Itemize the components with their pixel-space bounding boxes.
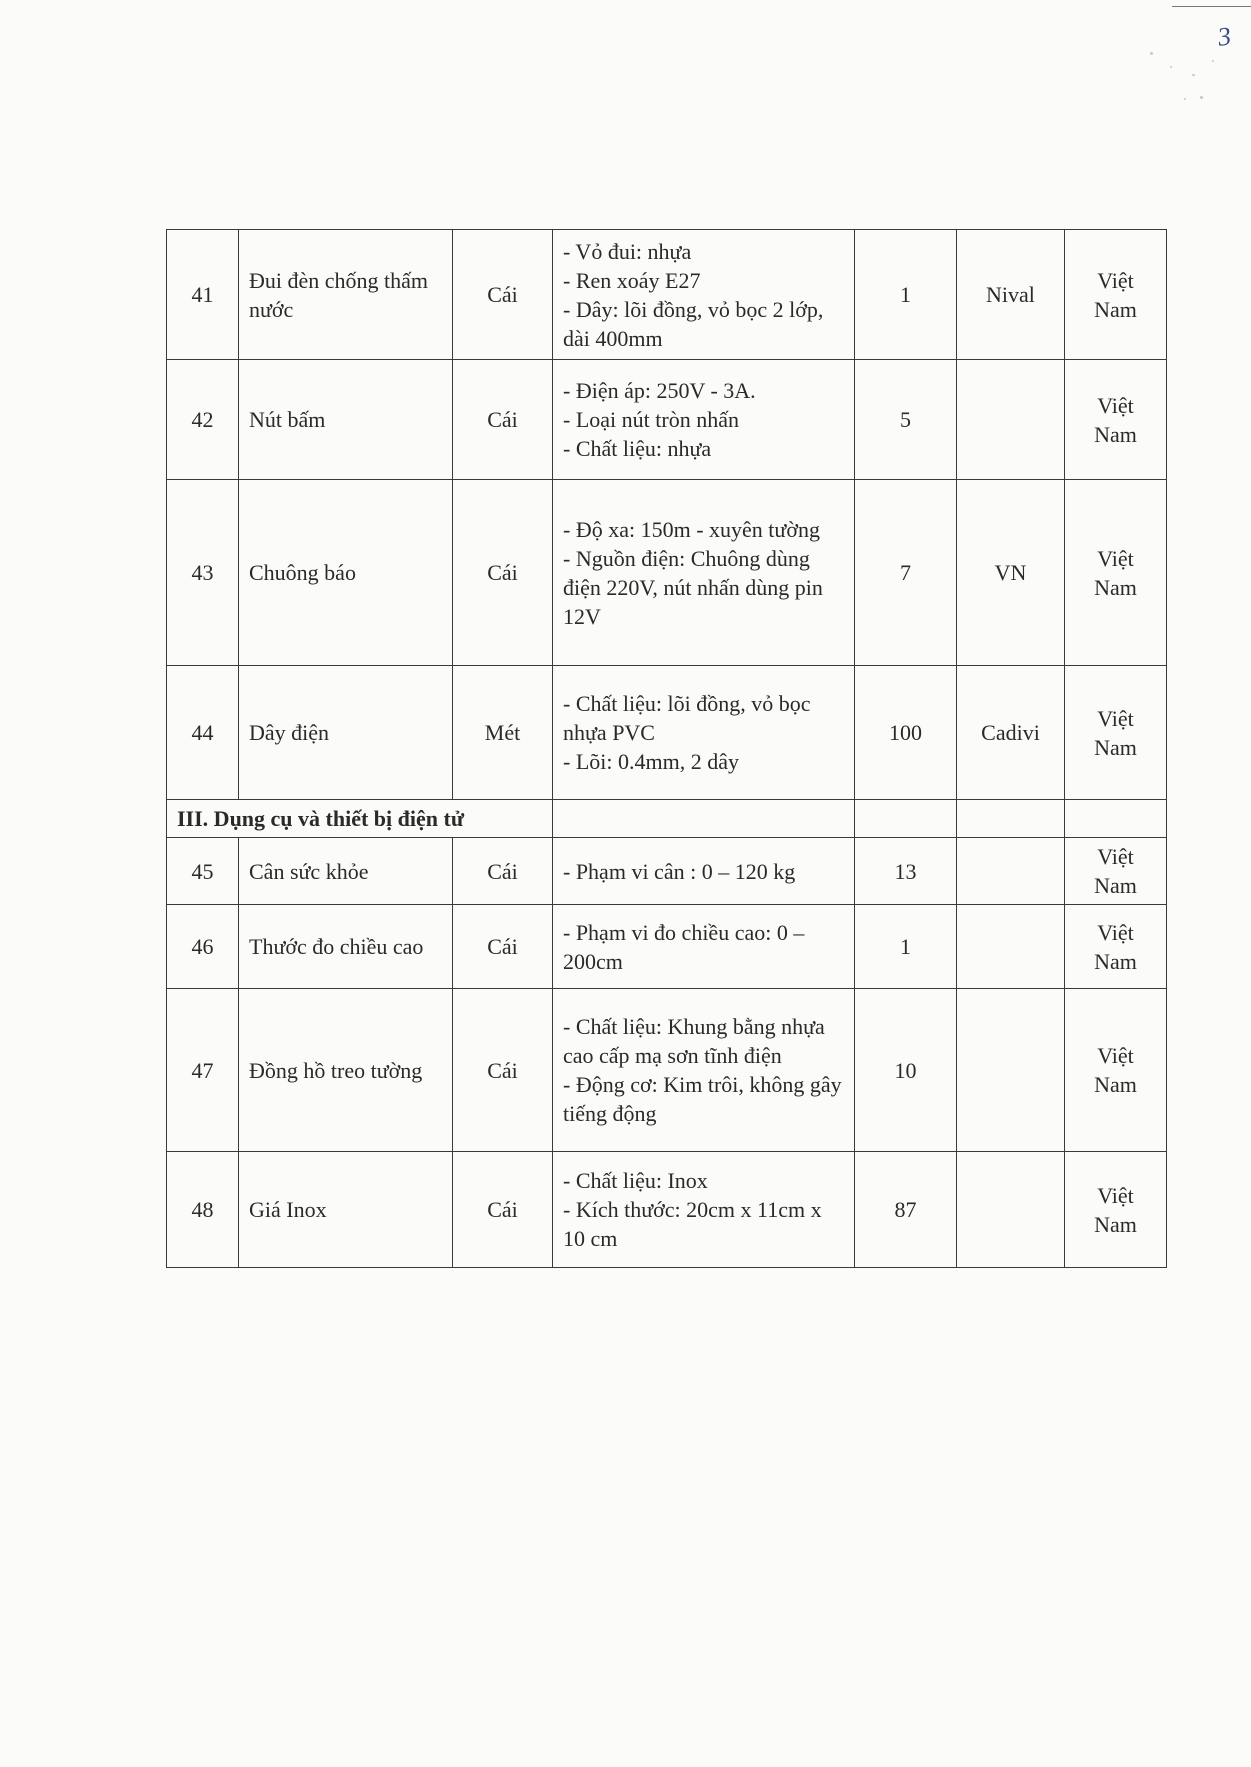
scan-speck [1200,96,1203,99]
item-brand-cell [957,1152,1065,1268]
table-row [167,360,1167,480]
item-quantity-cell [855,666,957,800]
item-name: Chuông báo [249,560,356,585]
item-name-cell [239,666,453,800]
scan-speck [1192,74,1195,76]
item-number: 42 [191,407,214,432]
item-origin-cell [1065,666,1167,800]
item-unit: Cái [487,934,518,959]
item-quantity: 5 [900,407,911,432]
item-origin-cell [1065,1152,1167,1268]
equipment-table [166,229,1167,1268]
item-name-cell [239,1152,453,1268]
item-number-cell [167,905,239,989]
item-number: 43 [191,560,214,585]
spec-line: - Phạm vi cân : 0 – 120 kg [563,858,796,884]
item-origin: Việt Nam [1094,919,1137,974]
section-row [167,800,1167,838]
item-origin-cell [1065,905,1167,989]
item-name-cell [239,480,453,666]
item-brand-cell [957,230,1065,360]
item-unit-cell [453,360,553,480]
item-name: Giá Inox [249,1197,327,1222]
item-unit-cell [453,480,553,666]
item-name: Nút bấm [249,407,326,432]
item-spec-cell [553,1152,855,1268]
item-quantity-cell [855,1152,957,1268]
item-spec-cell [553,905,855,989]
spec-line: - Vỏ đui: nhựa [563,238,692,264]
spec-line: - Loại nút tròn nhấn [563,407,739,432]
item-quantity-cell [855,838,957,905]
item-unit-cell [453,989,553,1152]
item-name-cell [239,989,453,1152]
item-unit: Cái [487,858,518,884]
item-number-cell [167,360,239,480]
item-brand-cell [957,905,1065,989]
item-name: Đồng hồ treo tường [249,1057,423,1083]
item-quantity-cell [855,905,957,989]
scan-speck [1184,98,1186,100]
item-brand-cell [957,480,1065,666]
item-brand-cell [957,838,1065,905]
item-brand: VN [994,560,1027,585]
item-quantity: 13 [894,858,917,884]
section-empty-cell [855,800,957,838]
item-unit: Cái [487,282,518,307]
item-spec-cell [553,480,855,666]
spec-line: - Chất liệu: lõi đồng, vỏ bọc nhựa PVC [563,691,811,745]
item-unit-cell [453,666,553,800]
table-row [167,905,1167,989]
item-origin-cell [1065,989,1167,1152]
item-name: Đui đèn chống thấm nước [249,267,429,322]
table-body-bottom [167,838,1167,1268]
item-number-cell [167,230,239,360]
table-body-top [167,230,1167,800]
item-quantity: 1 [900,934,911,959]
item-spec-cell [553,360,855,480]
item-origin-cell [1065,838,1167,905]
item-spec-cell [553,230,855,360]
item-spec-cell [553,666,855,800]
table-row [167,666,1167,800]
item-origin: Việt Nam [1094,392,1137,447]
item-number-cell [167,1152,239,1268]
spec-line: - Lõi: 0.4mm, 2 dây [563,749,739,774]
section-empty-cell [553,800,855,838]
spec-line: - Nguồn điện: Chuông dùng điện 220V, nút nhấn dùng pin 12V [563,545,823,629]
item-number-cell [167,838,239,905]
item-name: Dây điện [249,720,330,745]
spec-line: - Chất liệu: Inox [563,1168,708,1193]
item-number: 45 [191,858,214,884]
item-unit-cell [453,838,553,905]
item-quantity: 7 [900,560,911,585]
item-unit: Cái [487,407,518,432]
item-quantity: 1 [900,282,911,307]
section-title: III. Dụng cụ và thiết bị điện tử [177,806,465,831]
spec-line: - Điện áp: 250V - 3A. [563,378,756,403]
scan-speck [1150,52,1153,55]
item-quantity: 87 [894,1197,917,1222]
item-quantity: 10 [894,1057,917,1083]
table-row [167,230,1167,360]
spec-line: - Động cơ: Kim trôi, không gây tiếng động [563,1072,842,1126]
item-name: Thước đo chiều cao [249,934,424,959]
item-origin: Việt Nam [1094,545,1137,600]
item-origin-cell [1065,230,1167,360]
item-number-cell [167,989,239,1152]
item-origin-cell [1065,360,1167,480]
table-row [167,480,1167,666]
section-cell [167,800,553,838]
item-name-cell [239,230,453,360]
item-number: 44 [191,720,214,745]
item-unit: Mét [484,720,521,745]
item-unit-cell [453,230,553,360]
item-unit: Cái [487,560,518,585]
item-spec-cell [553,838,855,905]
header-rule [1172,6,1251,7]
spec-line: - Độ xa: 150m - xuyên tường [563,516,820,542]
item-number: 47 [191,1057,214,1083]
spec-line: - Chất liệu: nhựa [563,436,712,461]
item-number-cell [167,480,239,666]
item-brand-cell [957,666,1065,800]
item-quantity: 100 [889,720,922,745]
item-number: 41 [191,282,214,307]
item-quantity-cell [855,360,957,480]
section-empty-cell [957,800,1065,838]
item-origin: Việt Nam [1094,844,1137,898]
item-brand-cell [957,360,1065,480]
item-number: 46 [191,934,214,959]
item-spec-cell [553,989,855,1152]
spec-line: - Kích thước: 20cm x 11cm x 10 cm [563,1197,822,1251]
item-name: Cân sức khỏe [249,858,369,884]
page-number: 3 [1215,21,1233,52]
item-name-cell [239,905,453,989]
spec-line: - Phạm vi đo chiều cao: 0 – 200cm [563,919,805,974]
spec-line: - Ren xoáy E27 [563,267,701,293]
item-origin: Việt Nam [1094,705,1137,760]
item-unit-cell [453,1152,553,1268]
item-origin: Việt Nam [1094,267,1137,322]
table-row [167,1152,1167,1268]
item-unit: Cái [487,1197,518,1222]
spec-line: - Chất liệu: Khung bằng nhựa cao cấp mạ sơn tĩnh điện [563,1014,825,1068]
item-origin: Việt Nam [1094,1182,1137,1237]
scan-speck [1212,60,1214,62]
item-quantity-cell [855,989,957,1152]
table-section [167,800,1167,838]
item-name-cell [239,838,453,905]
table-row [167,838,1167,905]
scan-speck [1170,66,1172,68]
table-row [167,989,1167,1152]
item-unit-cell [453,905,553,989]
item-quantity-cell [855,230,957,360]
item-quantity-cell [855,480,957,666]
item-unit: Cái [487,1057,518,1083]
item-brand-cell [957,989,1065,1152]
item-origin-cell [1065,480,1167,666]
item-number-cell [167,666,239,800]
item-origin: Việt Nam [1094,1043,1137,1097]
item-brand: Cadivi [981,720,1040,745]
section-empty-cell [1065,800,1167,838]
item-brand: Nival [986,282,1035,307]
spec-line: - Dây: lõi đồng, vỏ bọc 2 lớp, dài 400mm [563,296,824,351]
item-name-cell [239,360,453,480]
item-number: 48 [191,1197,214,1222]
